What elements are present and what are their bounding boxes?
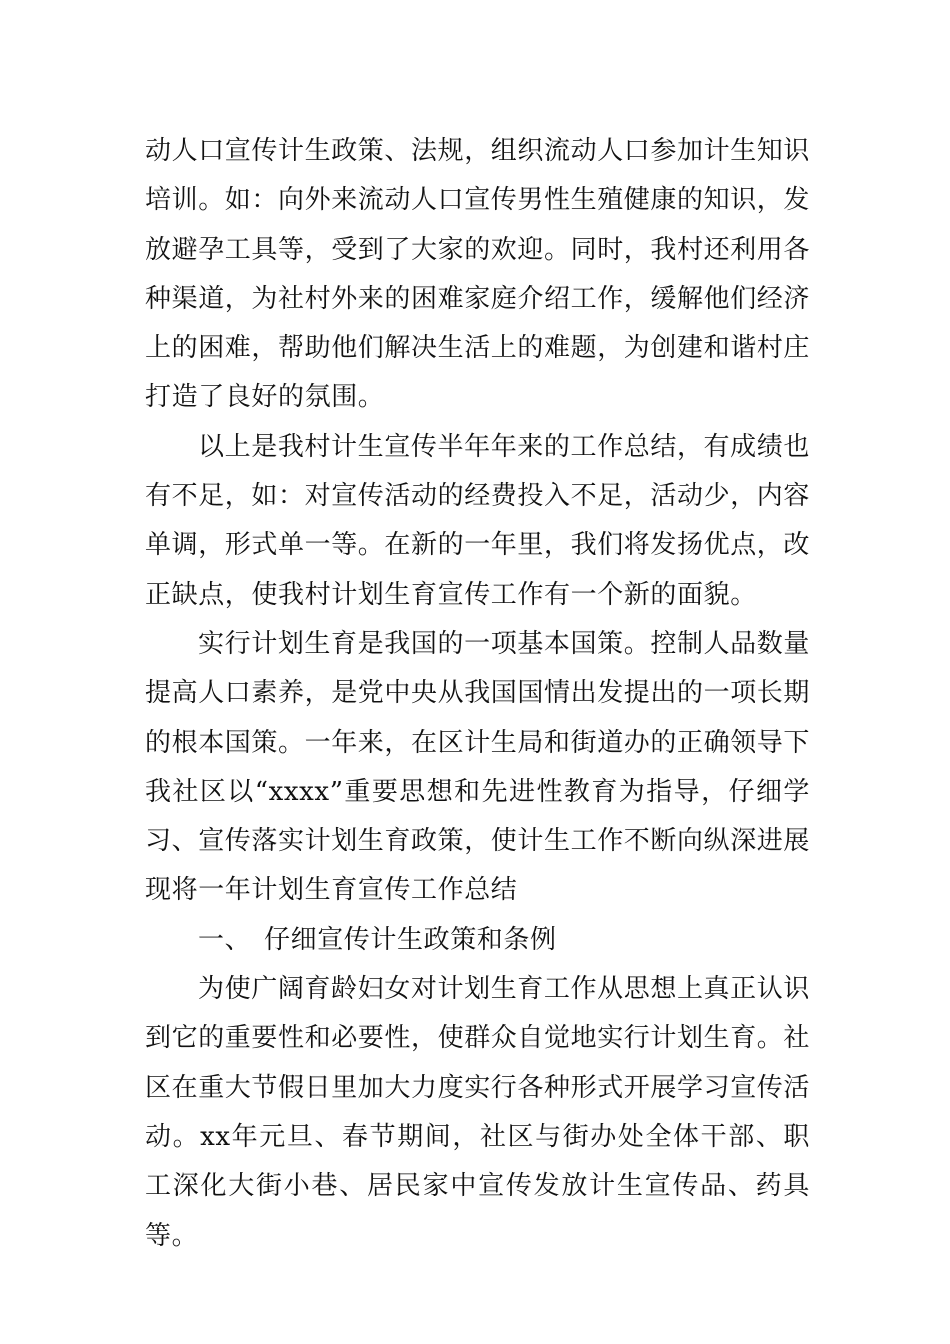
section-heading: [145, 916, 810, 965]
section-heading-number: 一、: [198, 924, 252, 955]
document-body: [145, 127, 810, 1261]
paragraph-half-year-summary: 以上是我村计生宣传半年年来的工作总结，有成绩也有不足，如：对宣传活动的经费投入不足，活动少，内容单调，形式单一等。在新的一年里，我们将发扬优点，改正缺点，使我村计划生育宣传工作有一个新的面貌。: [145, 431, 811, 610]
paragraph-floating-population: 动人口宣传计生政策、法规，组织流动人口参加计生知识培训。如：向外来流动人口宣传男性生殖健康的知识，发放避孕工具等，受到了大家的欢迎。同时，我村还利用各种渠道，为社村外来的困难家庭介绍工作，缓解他们经济上的困难，帮助他们解决生活上的难题，为创建和谐村庄打造了良好的氛围。: [145, 136, 811, 413]
paragraph-publicity-activities: 为使广阔育龄妇女对计划生育工作从思想上真正认识到它的重要性和必要性，使群众自觉地实行计划生育。社区在重大节假日里加大力度实行各种形式开展学习宣传活动。xx年元旦、春节期间，社区与街办处全体干部、职工深化大街小巷、居民家中宣传发放计生宣传品、药具等。: [145, 974, 811, 1251]
section-heading-text: 仔细宣传计生政策和条例: [264, 924, 557, 955]
paragraph-national-policy: 实行计划生育是我国的一项基本国策。控制人品数量提高人口素养，是党中央从我国国情出发提出的一项长期的根本国策。一年来，在区计生局和街道办的正确领导下我社区以“xxxx”重要思想和先进性教育为指导，仔细学习、宣传落实计划生育政策，使计生工作不断向纵深进展现将一年计划生育宣传工作总结: [145, 628, 811, 906]
